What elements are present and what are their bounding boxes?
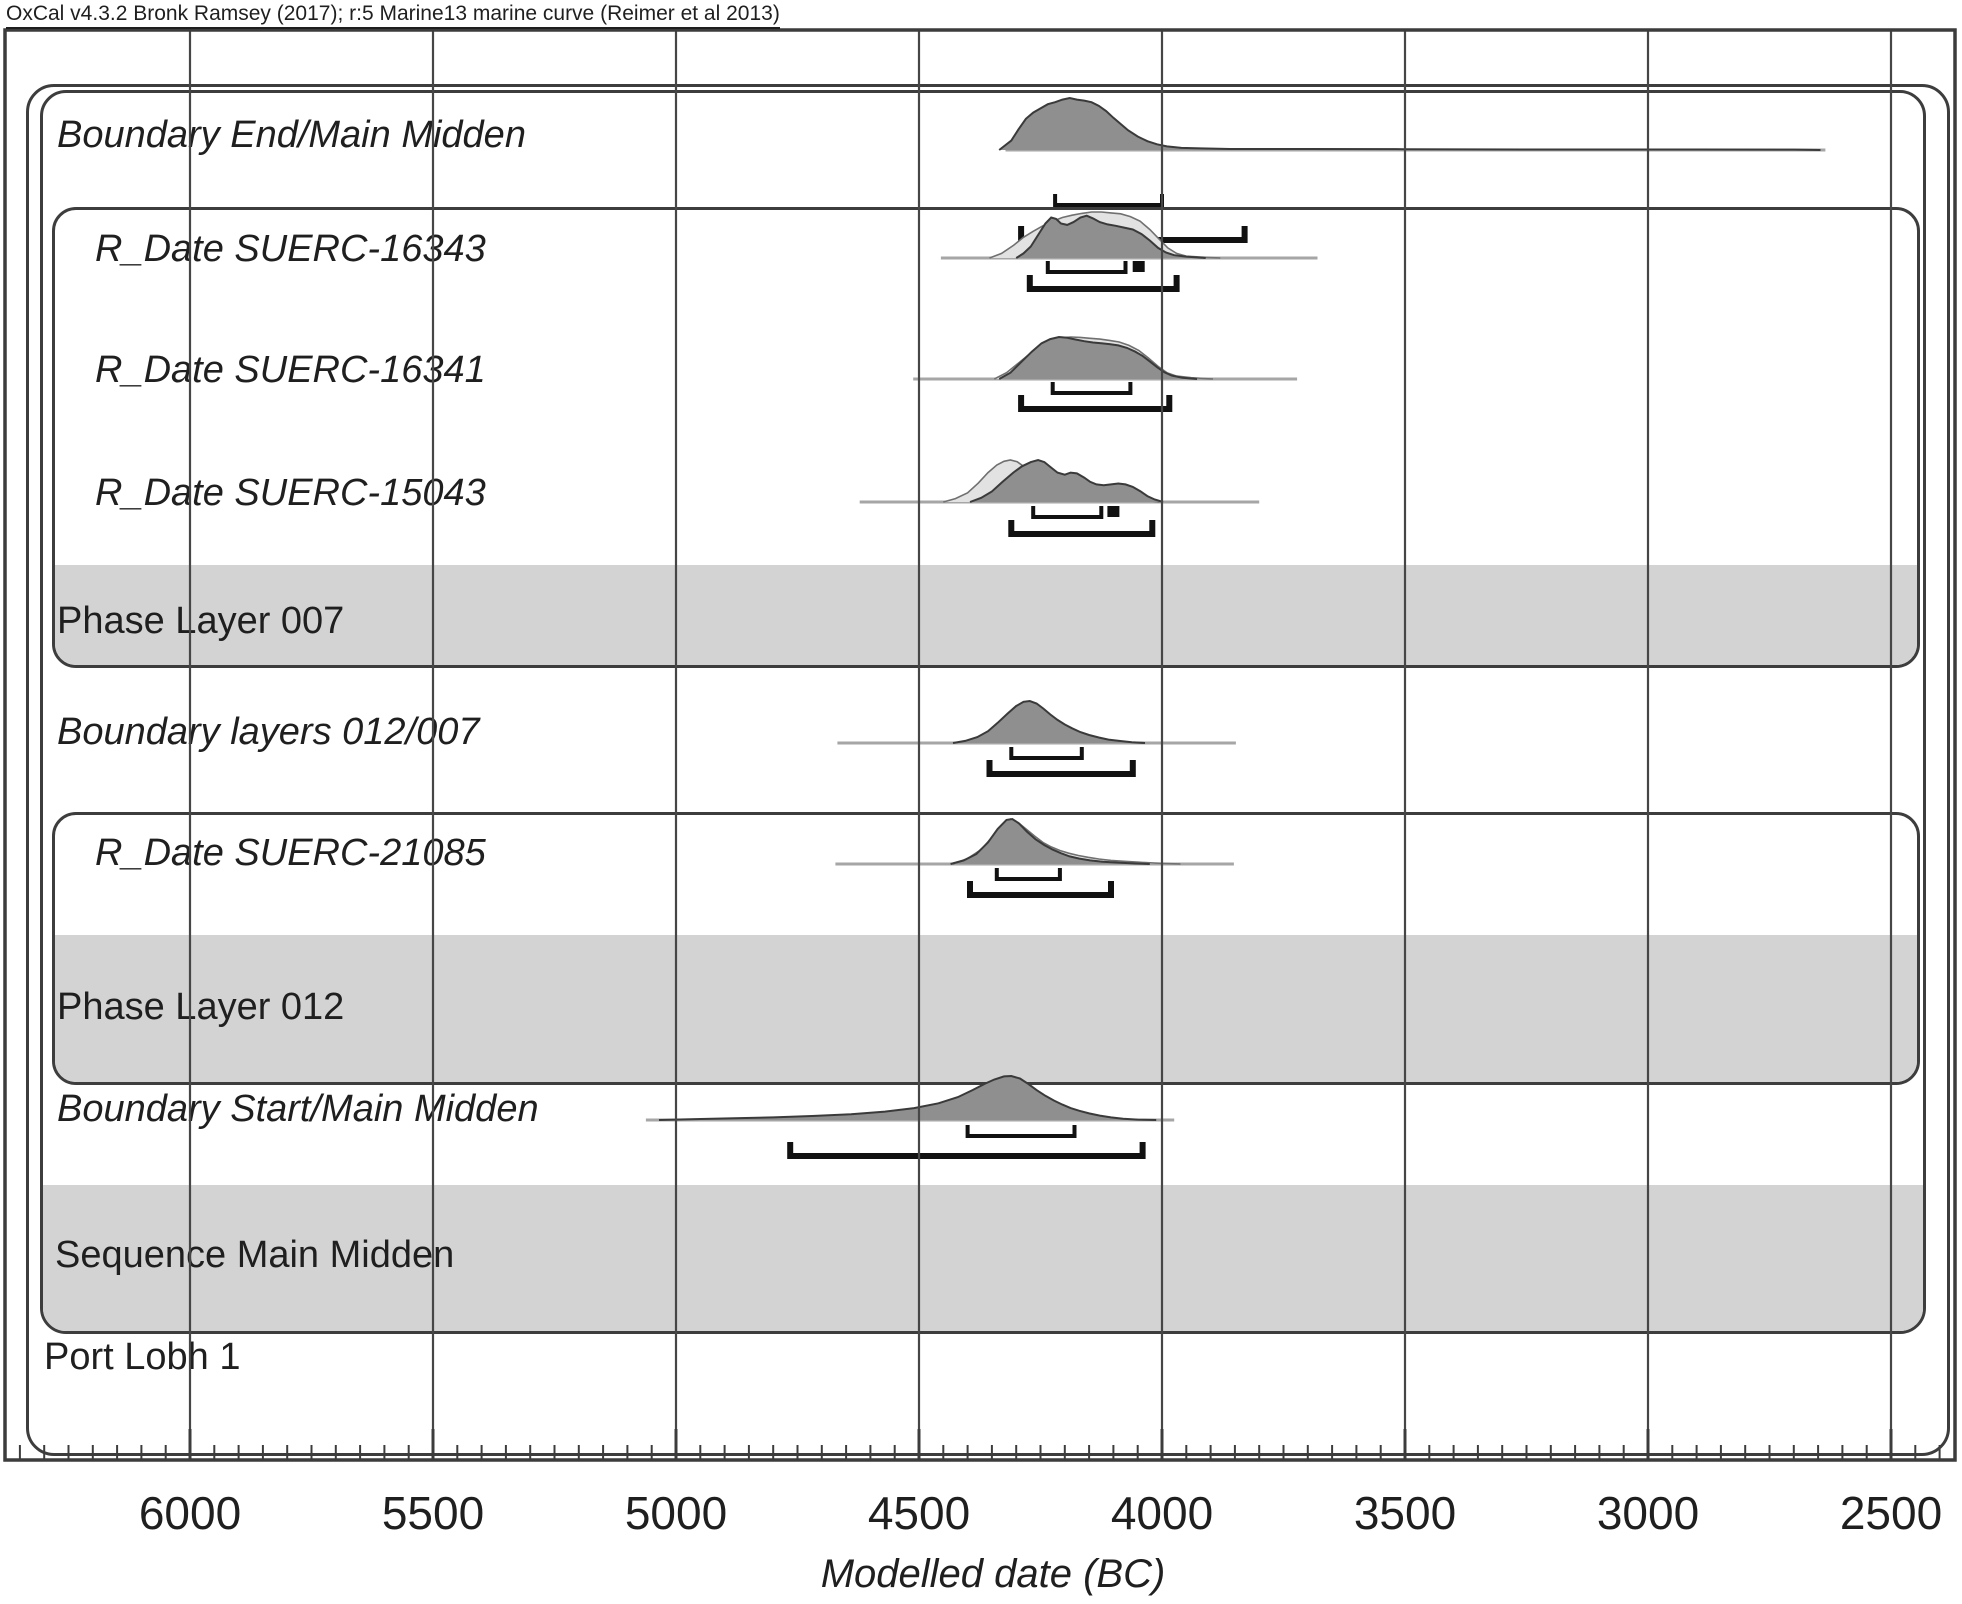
x-tick-label-3000: 3000 [1596, 1487, 1700, 1539]
x-tick-label-5000: 5000 [624, 1487, 728, 1539]
x-tick-label-2500: 2500 [1839, 1487, 1943, 1539]
x-tick-label-4500: 4500 [867, 1487, 971, 1539]
suerc-15043-label: R_Date SUERC-15043 [95, 472, 486, 515]
model-label-label: Port Lobh 1 [44, 1336, 241, 1379]
suerc-21085-label: R_Date SUERC-21085 [95, 832, 486, 875]
suerc-16343-label: R_Date SUERC-16343 [95, 228, 486, 271]
x-tick-label-4000: 4000 [1110, 1487, 1214, 1539]
phase-012-box-label: Phase Layer 012 [57, 986, 345, 1029]
x-tick-label-3500: 3500 [1353, 1487, 1457, 1539]
oxcal-version-header: OxCal v4.3.2 Bronk Ramsey (2017); r:5 Marine13 marine curve (Reimer et al 2013) [6, 2, 780, 29]
x-axis-title: Modelled date (BC) [820, 1552, 1166, 1596]
sequence-box-label: Sequence Main Midden [55, 1234, 455, 1277]
boundary-012-007-label: Boundary layers 012/007 [57, 711, 480, 754]
boundary-start-label: Boundary Start/Main Midden [57, 1088, 539, 1131]
x-tick-label-5500: 5500 [381, 1487, 485, 1539]
boundary-end-label: Boundary End/Main Midden [57, 114, 526, 157]
phase-007-box-label: Phase Layer 007 [57, 600, 345, 643]
x-tick-label-6000: 6000 [138, 1487, 242, 1539]
suerc-16341-label: R_Date SUERC-16341 [95, 349, 486, 392]
